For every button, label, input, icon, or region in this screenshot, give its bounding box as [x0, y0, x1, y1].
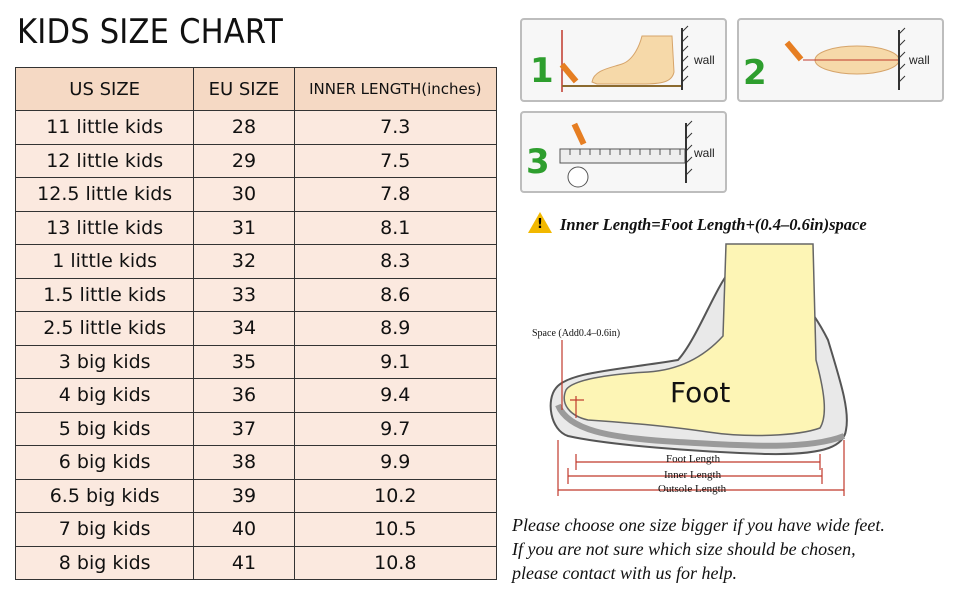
inner-length-cell: 10.8 [294, 546, 496, 580]
inner-length-cell: 7.8 [294, 178, 496, 212]
eu-size-cell: 28 [194, 111, 294, 145]
ruler-icon [560, 149, 685, 163]
size-chart-table [15, 67, 497, 580]
inner-length-cell: 8.9 [294, 312, 496, 346]
advice-note [512, 513, 885, 585]
formula-text [528, 212, 867, 235]
formula-label: Inner Length=Foot Length+(0.4–0.6in)space [560, 215, 867, 234]
step-3-number: 3 [526, 142, 550, 182]
eu-size-cell: 35 [194, 345, 294, 379]
table-row [16, 144, 497, 178]
table-row [16, 312, 497, 346]
inner-length-cell: 10.2 [294, 479, 496, 513]
note-line-1: Please choose one size bigger if you have wide feet. [512, 515, 885, 535]
us-size-cell: 5 big kids [16, 412, 194, 446]
us-size-cell: 2.5 little kids [16, 312, 194, 346]
inner-length-cell: 7.3 [294, 111, 496, 145]
inner-length-cell: 9.9 [294, 446, 496, 480]
inner-length-label: Inner Length [664, 469, 722, 481]
us-size-cell: 6.5 big kids [16, 479, 194, 513]
foot-shoe-diagram [528, 240, 858, 505]
header-eu-size: EU SIZE [194, 68, 294, 111]
eu-size-cell: 30 [194, 178, 294, 212]
us-size-cell: 3 big kids [16, 345, 194, 379]
table-row [16, 178, 497, 212]
eu-size-cell: 39 [194, 479, 294, 513]
step-2-panel [737, 18, 944, 102]
eu-size-cell: 40 [194, 513, 294, 547]
step-1-panel [520, 18, 727, 102]
table-header-row [16, 68, 497, 111]
table-row [16, 278, 497, 312]
inner-length-cell: 8.6 [294, 278, 496, 312]
step-2-number: 2 [743, 53, 767, 93]
table-row [16, 412, 497, 446]
eu-size-cell: 36 [194, 379, 294, 413]
table-row [16, 479, 497, 513]
us-size-cell: 11 little kids [16, 111, 194, 145]
pencil-icon [572, 123, 587, 145]
us-size-cell: 13 little kids [16, 211, 194, 245]
table-row [16, 211, 497, 245]
inner-length-cell: 10.5 [294, 513, 496, 547]
us-size-cell: 8 big kids [16, 546, 194, 580]
note-line-2: If you are not sure which size should be chosen, [512, 539, 856, 559]
inner-length-cell: 9.1 [294, 345, 496, 379]
page-title: KIDS SIZE CHART [17, 12, 284, 52]
us-size-cell: 4 big kids [16, 379, 194, 413]
eu-size-cell: 29 [194, 144, 294, 178]
eu-size-cell: 37 [194, 412, 294, 446]
step-1-illustration [522, 20, 725, 100]
us-size-cell: 7 big kids [16, 513, 194, 547]
step-1-wall-label: wall [694, 53, 715, 67]
table-row [16, 513, 497, 547]
table-row [16, 245, 497, 279]
header-inner-length: INNER LENGTH(inches) [294, 68, 496, 111]
step-3-wall-label: wall [694, 146, 715, 160]
inner-length-cell: 9.4 [294, 379, 496, 413]
pencil-icon [785, 41, 804, 62]
us-size-cell: 1 little kids [16, 245, 194, 279]
us-size-cell: 12.5 little kids [16, 178, 194, 212]
step-2-wall-label: wall [909, 53, 930, 67]
inner-length-cell: 7.5 [294, 144, 496, 178]
step-1-number: 1 [530, 51, 554, 91]
space-label: Space (Add0.4–0.6in) [532, 328, 621, 339]
table-row [16, 446, 497, 480]
eu-size-cell: 31 [194, 211, 294, 245]
foot-label: Foot [670, 376, 731, 409]
note-line-3: please contact with us for help. [512, 563, 737, 583]
outsole-length-label: Outsole Length [658, 483, 727, 495]
eu-size-cell: 32 [194, 245, 294, 279]
table-row [16, 546, 497, 580]
us-size-cell: 12 little kids [16, 144, 194, 178]
inner-length-cell: 8.3 [294, 245, 496, 279]
foot-side-icon [592, 36, 674, 84]
us-size-cell: 1.5 little kids [16, 278, 194, 312]
step-2-illustration [739, 20, 942, 100]
inner-length-cell: 9.7 [294, 412, 496, 446]
table-row [16, 345, 497, 379]
tape-roll-icon [568, 167, 588, 187]
step-3-panel [520, 111, 727, 193]
table-row [16, 111, 497, 145]
us-size-cell: 6 big kids [16, 446, 194, 480]
header-us-size: US SIZE [16, 68, 194, 111]
eu-size-cell: 38 [194, 446, 294, 480]
inner-length-cell: 8.1 [294, 211, 496, 245]
foot-length-label: Foot Length [666, 453, 721, 465]
eu-size-cell: 34 [194, 312, 294, 346]
table-row [16, 379, 497, 413]
eu-size-cell: 41 [194, 546, 294, 580]
warning-triangle-icon: ! [528, 212, 552, 233]
eu-size-cell: 33 [194, 278, 294, 312]
step-3-illustration [522, 113, 725, 191]
